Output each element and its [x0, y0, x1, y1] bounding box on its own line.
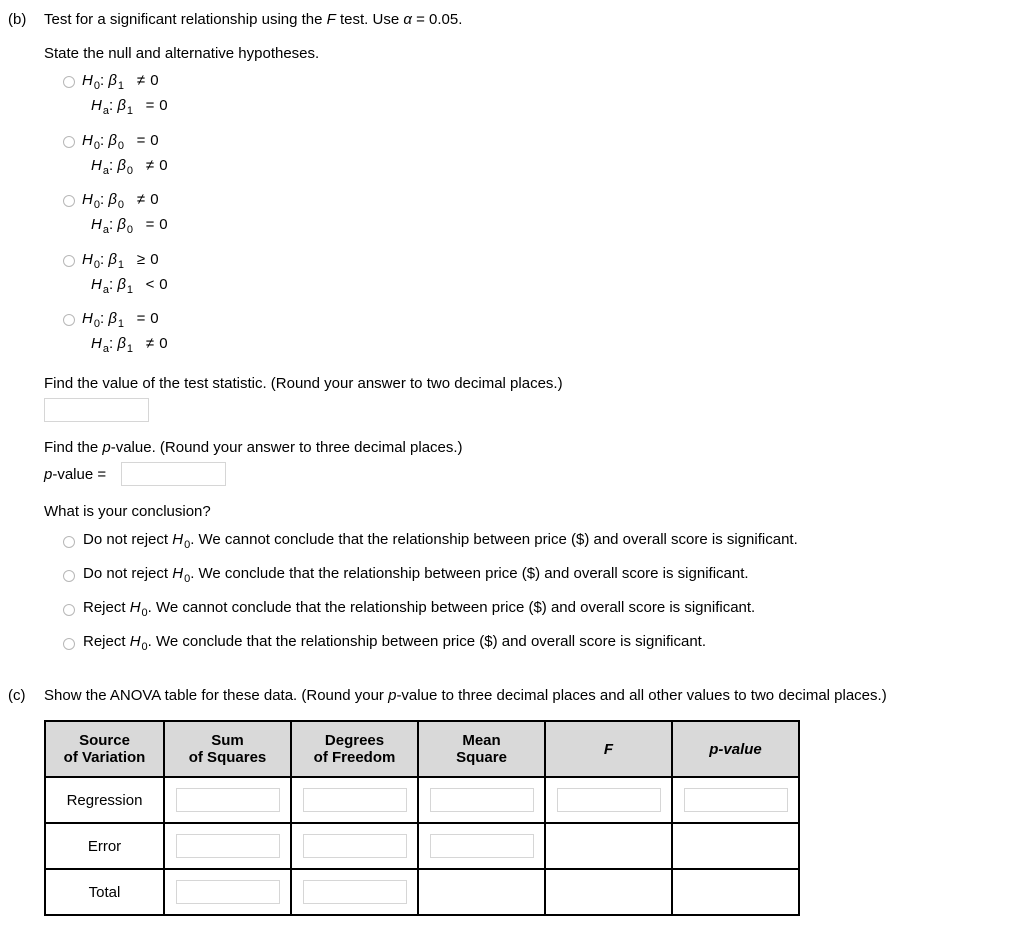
conclusion-option-1: Do not reject $H_0$. We cannot conclude that the relationship between price ($) and overall score is significant.: [83, 531, 798, 551]
conclusion-prompt: What is your conclusion?: [44, 503, 211, 520]
regression-df-input[interactable]: [303, 788, 407, 812]
error-pvalue-empty: [672, 823, 799, 869]
part-b-label: (b): [8, 11, 27, 28]
pvalue-label: p-value =: [44, 466, 107, 483]
row-label-error: Error: [45, 823, 164, 869]
hypothesis-radio-2[interactable]: [63, 136, 75, 148]
conclusion-radio-4[interactable]: [63, 638, 75, 650]
pvalue-input[interactable]: [121, 462, 226, 486]
header-p-value: p-value: [672, 721, 799, 777]
hypothesis-4-alt: $H_a$: $\beta_1 < 0$: [91, 276, 168, 296]
conclusion-radio-2[interactable]: [63, 570, 75, 582]
pvalue-prompt: Find the p-value. (Round your answer to three decimal places.): [44, 439, 463, 456]
total-ss-input[interactable]: [176, 880, 280, 904]
conclusion-option-4: Reject $H_0$. We conclude that the relationship between price ($) and overall score is significant.: [83, 633, 707, 653]
part-c-prompt: Show the ANOVA table for these data. (Round your p-value to three decimal places and all other values to two decimal places.): [44, 687, 887, 704]
regression-ms-input[interactable]: [430, 788, 534, 812]
hypothesis-2-alt: $H_a$: $\beta_0 \ne 0$: [91, 157, 168, 177]
hypothesis-3-null: $H_0$: $\beta_0 \ne 0$: [82, 191, 159, 211]
error-f-empty: [545, 823, 672, 869]
hypothesis-5-alt: $H_a$: $\beta_1 \ne 0$: [91, 335, 168, 355]
hypothesis-radio-1[interactable]: [63, 76, 75, 88]
anova-header-row: [45, 721, 799, 777]
header-mean-square: Mean Square: [418, 721, 545, 777]
hypothesis-1-alt: $H_a$: $\beta_1 = 0$: [91, 97, 168, 117]
table-row-regression: [45, 777, 799, 823]
row-label-regression: Regression: [45, 777, 164, 823]
test-statistic-input[interactable]: [44, 398, 149, 422]
regression-ss-input[interactable]: [176, 788, 280, 812]
header-sum-of-squares: Sum of Squares: [164, 721, 291, 777]
row-label-total: Total: [45, 869, 164, 915]
hypothesis-radio-4[interactable]: [63, 255, 75, 267]
error-df-input[interactable]: [303, 834, 407, 858]
hypothesis-4-null: $H_0$: $\beta_1 \ge 0$: [82, 251, 159, 271]
test-statistic-prompt: Find the value of the test statistic. (Round your answer to two decimal places.): [44, 375, 563, 392]
hypothesis-5-null: $H_0$: $\beta_1 = 0$: [82, 310, 159, 330]
total-pvalue-empty: [672, 869, 799, 915]
part-b-instruction: Test for a significant relationship using the F test. Use α = 0.05.: [44, 11, 463, 28]
hypothesis-radio-5[interactable]: [63, 314, 75, 326]
regression-pvalue-input[interactable]: [684, 788, 788, 812]
anova-table: [44, 720, 800, 916]
error-ms-input[interactable]: [430, 834, 534, 858]
error-ss-input[interactable]: [176, 834, 280, 858]
header-source: Source of Variation: [45, 721, 164, 777]
table-row-error: [45, 823, 799, 869]
state-hypotheses-prompt: State the null and alternative hypotheses.: [44, 45, 320, 62]
conclusion-option-3: Reject $H_0$. We cannot conclude that the relationship between price ($) and overall score is significant.: [83, 599, 756, 619]
hypothesis-radio-3[interactable]: [63, 195, 75, 207]
header-degrees-of-freedom: Degrees of Freedom: [291, 721, 418, 777]
hypothesis-2-null: $H_0$: $\beta_0 = 0$: [82, 132, 159, 152]
total-f-empty: [545, 869, 672, 915]
hypothesis-3-alt: $H_a$: $\beta_0 = 0$: [91, 216, 168, 236]
conclusion-option-2: Do not reject $H_0$. We conclude that the relationship between price ($) and overall score is significant.: [83, 565, 749, 585]
hypothesis-1-null: $H_0$: $\beta_1 \ne 0$: [82, 72, 159, 92]
total-ms-empty: [418, 869, 545, 915]
conclusion-radio-3[interactable]: [63, 604, 75, 616]
header-f: F: [545, 721, 672, 777]
total-df-input[interactable]: [303, 880, 407, 904]
conclusion-radio-1[interactable]: [63, 536, 75, 548]
regression-f-input[interactable]: [557, 788, 661, 812]
part-c-label: (c): [8, 687, 26, 704]
table-row-total: [45, 869, 799, 915]
